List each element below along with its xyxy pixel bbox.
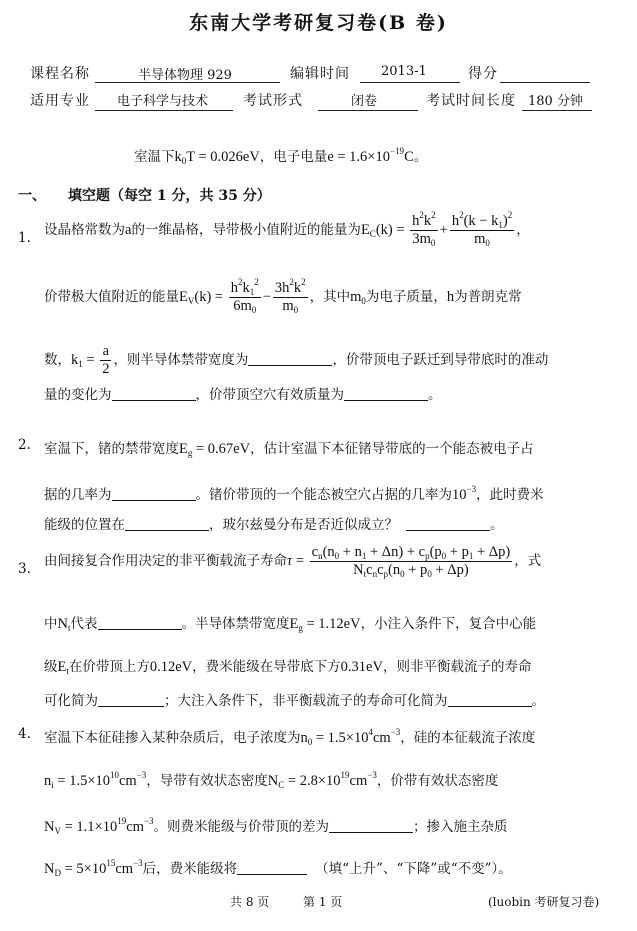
q1-line4: 量的变化为 ，价带顶空穴有效质量为 。 bbox=[44, 387, 442, 403]
section-number: 一、 bbox=[18, 188, 46, 204]
major-underline bbox=[95, 110, 233, 111]
footer-page-number: 第 1 页 bbox=[303, 895, 343, 909]
edit-time-label: 编辑时间 bbox=[290, 66, 350, 82]
major-label: 适用专业 bbox=[30, 93, 90, 109]
q3-line2: 中$N_t$代表 。半导体禁带宽度$E_g = 1.12eV$，小注入条件下，复合中心能 bbox=[44, 616, 537, 633]
q3-line4: 可化简为 ；大注入条件下，非平衡载流子的寿命可化简为 。 bbox=[44, 693, 545, 709]
q4-number: 4. bbox=[18, 726, 31, 742]
q1-blank-3[interactable] bbox=[344, 388, 428, 401]
q1-blank-2[interactable] bbox=[112, 388, 196, 401]
q4-line1: 室温下本征硅掺入某种杂质后，电子浓度为$n_0 = 1.5\times 10^4cm^{-3}$，硅的本征载流子浓度 bbox=[44, 727, 536, 747]
duration-underline bbox=[522, 110, 592, 111]
edit-time-underline bbox=[360, 82, 460, 83]
q4-line2: $n_i = 1.5\times 10^{10}cm^{-3}$，导带有效状态密度$N_C = 2.8\times 10^{19}cm^{-3}$，价带有效状态密度 bbox=[44, 770, 499, 790]
q2-line2: 据的几率为 。锗价带顶的一个能态被空穴占据的几率为$10^{-3}$，此时费米 bbox=[44, 484, 544, 503]
q4-blank-1[interactable] bbox=[329, 820, 413, 833]
footer-pages: 共 8 页 bbox=[230, 895, 270, 909]
page-title: 东南大学考研复习卷(B 卷) bbox=[189, 12, 448, 34]
q3-number: 3. bbox=[18, 561, 31, 577]
q1-line3: 数，$k_1$ = $\frac{a}{2}$ ，则半导体禁带宽度为 ，价带顶电子跃迁到导带底时的准动 bbox=[44, 343, 549, 377]
duration-label: 考试时间长度 bbox=[426, 93, 516, 109]
course-underline bbox=[95, 82, 280, 83]
score-label: 得分 bbox=[468, 66, 498, 82]
exam-form-label: 考试形式 bbox=[243, 93, 303, 109]
exam-form-value: 闭卷 bbox=[351, 94, 378, 109]
major-value: 电子科学与技术 bbox=[117, 94, 209, 109]
section-title: 填空题（每空 1 分，共 35 分） bbox=[68, 188, 271, 204]
q1-line2: 价带极大值附近的能量$E_V(k)$ = $\frac{h^2k_1^2}{6m_0}$ − $\frac{3h^2k^2}{m_0}$ ，其中$m_0$为电子质量，h为普朗克常 bbox=[44, 277, 522, 315]
q3-line3: 级$E_t$在价带顶上方0.12eV，费米能级在导带底下方0.31eV，则非平衡载流子的寿命 bbox=[44, 659, 532, 676]
q1-blank-1[interactable] bbox=[248, 353, 332, 366]
q2-blank-3[interactable] bbox=[406, 518, 490, 531]
duration-value: 180 分钟 bbox=[528, 94, 583, 109]
q2-line3: 能级的位置在 ，玻尔兹曼分布是否近似成立？ 。 bbox=[44, 517, 504, 533]
course-value: 半导体物理 929 bbox=[138, 68, 232, 83]
constants-line: 室温下$k_0T = 0.026eV$，电子电量$e = 1.6\times 10^{-19}C$。 bbox=[134, 146, 428, 166]
q2-blank-2[interactable] bbox=[125, 518, 209, 531]
q3-blank-1[interactable] bbox=[98, 617, 182, 630]
q2-line1: 室温下，锗的禁带宽度$E_g = 0.67eV$，估计室温下本征锗导带底的一个能态被电子占 bbox=[44, 441, 534, 458]
course-label: 课程名称 bbox=[30, 66, 90, 82]
edit-time-value: 2013-1 bbox=[381, 64, 427, 79]
section-heading bbox=[18, 185, 271, 205]
exam-form-underline bbox=[318, 110, 418, 111]
score-field bbox=[500, 82, 590, 83]
q3-blank-2[interactable] bbox=[98, 694, 164, 707]
q2-blank-1[interactable] bbox=[112, 488, 196, 501]
q4-line4: $N_D = 5\times 10^{15}cm^{-3}$后，费米能级将 （填“上升”、“下降”或“不变”）。 bbox=[44, 858, 512, 878]
q2-number: 2. bbox=[18, 437, 31, 453]
footer-brand: (luobin 考研复习卷) bbox=[488, 895, 600, 909]
q3-line1: 由间接复合作用决定的非平衡载流子寿命τ = $\frac{c_n(n_0 + n_1 + \Delta n) + c_p(p_0 + p_1 + \Delta p)}{N_tc_nc_p(n_0 + p_0 + \Delta p)}$ ，式 bbox=[44, 544, 542, 579]
q3-blank-3[interactable] bbox=[448, 694, 532, 707]
q1-number: 1. bbox=[18, 230, 31, 246]
q4-line3: $N_V = 1.1\times 10^{19}cm^{-3}$。则费米能级与价带顶的差为 ；掺入施主杂质 bbox=[44, 816, 508, 836]
q4-blank-2[interactable] bbox=[237, 862, 307, 875]
q1-line1: 设晶格常数为a的一维晶格，导带极小值附近的能量为$E_C(k)$ = $\frac{h^2k^2}{3m_0}$ + $\frac{h^2(k - k_1)^2}{m_0}$ ， bbox=[44, 210, 530, 248]
